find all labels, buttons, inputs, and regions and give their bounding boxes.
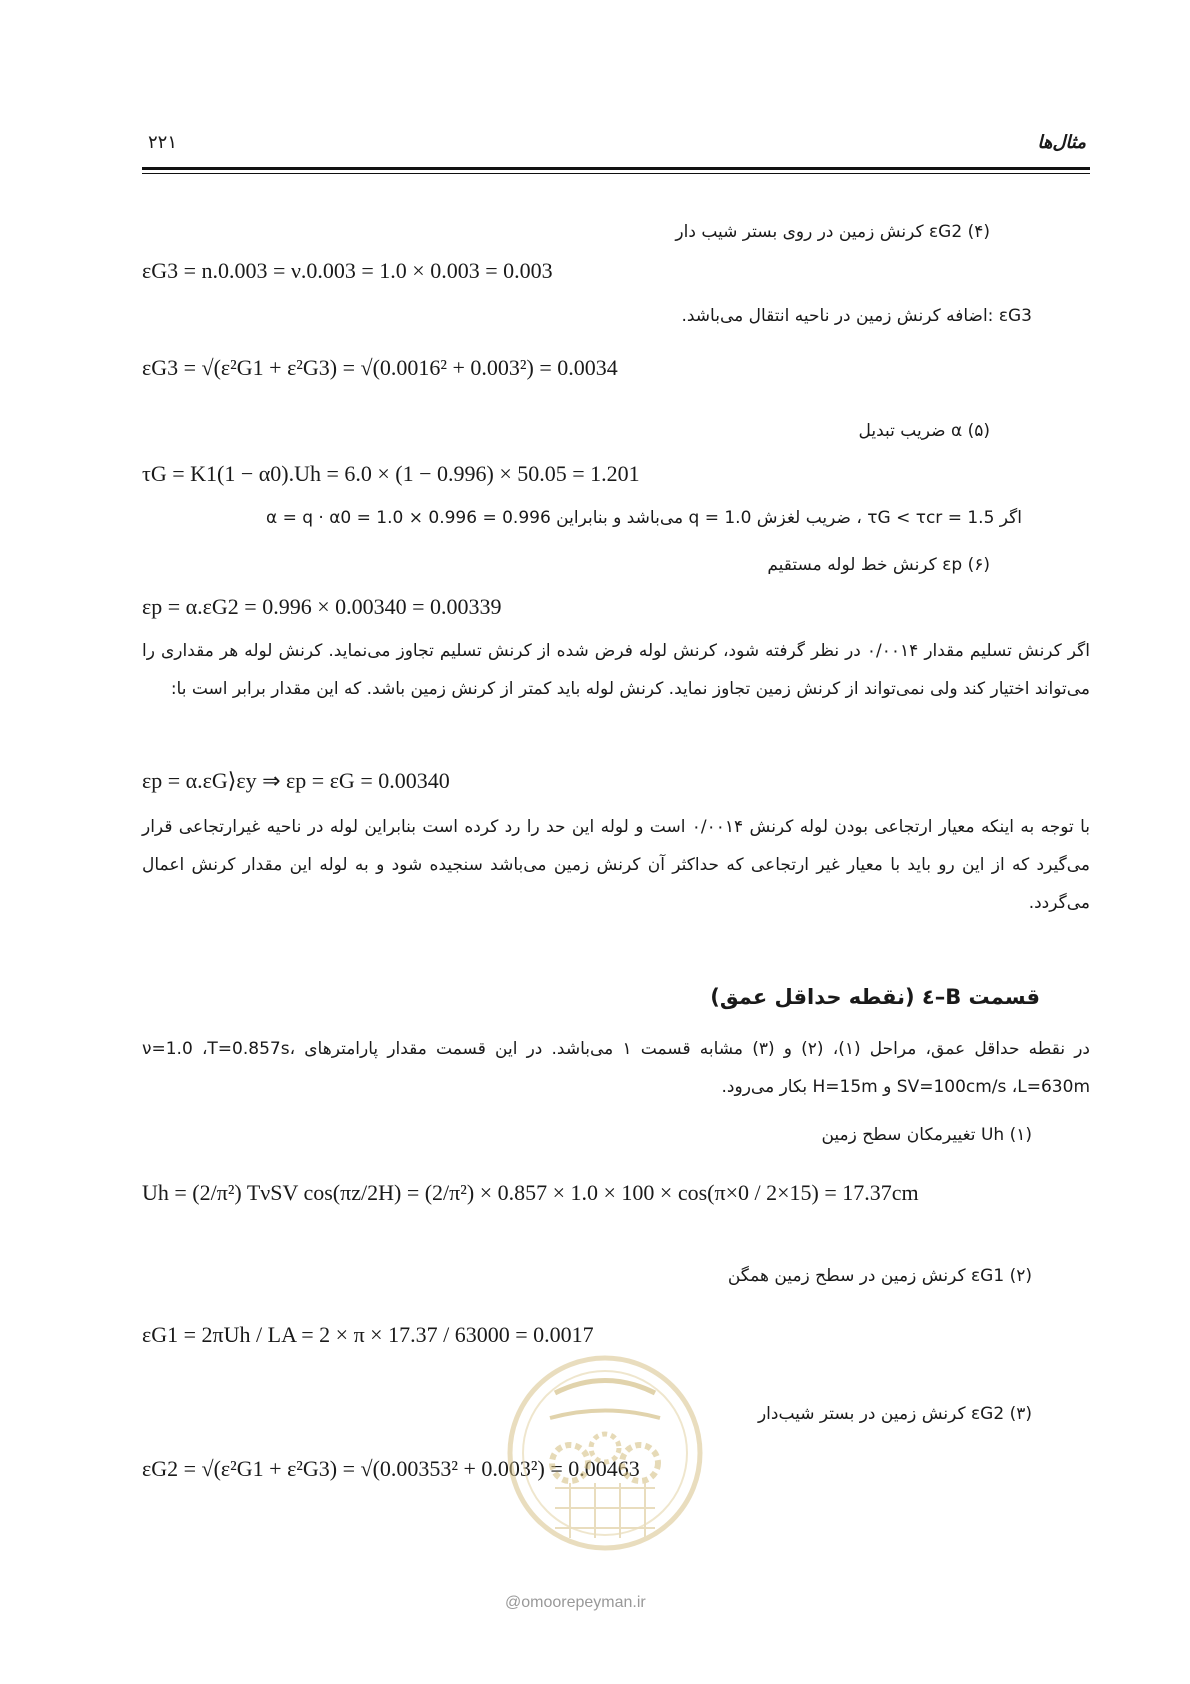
definition-eg3: εG3 :اضافه کرنش زمین در ناحیه انتقال می‌باشد.	[681, 306, 1032, 326]
eq2-text: εG3 = √(ε²G1 + ε²G3) = √(0.0016² + 0.003²) = 0.0034	[142, 355, 618, 380]
item-2-heading: (۲) εG1 کرنش زمین در سطح زمین همگن	[727, 1266, 1032, 1286]
equation-eg3-root	[142, 355, 618, 381]
item-1-heading: (۱) Uh تغییرمکان سطح زمین	[821, 1125, 1032, 1145]
paragraph-min-depth: در نقطه حداقل عمق، مراحل (۱)، (۲) و (۳) مشابه قسمت ۱ می‌باشد. در این قسمت مقدار پارامترهای ν=1.0 ،T=0.857s، SV=100cm/s ،L=630m و H=15m بکار می‌رود.	[142, 1039, 1090, 1097]
item-5-heading: (۵) α ضریب تبدیل	[858, 421, 990, 441]
equation-eg1	[142, 1322, 594, 1348]
eq7-text: εG1 = 2πUh / LA = 2 × π × 17.37 / 63000 = 0.0017	[142, 1322, 594, 1347]
eq3-text: τG = K1(1 − α0).Uh = 6.0 × (1 − 0.996) × 50.05 = 1.201	[142, 461, 640, 486]
eq6-text: Uh = (2/π²) TνSV cos(πz/2H) = (2/π²) × 0.857 × 1.0 × 100 × cos(π×0 / 2×15) = 17.37cm	[142, 1180, 919, 1205]
watermark-url: @omoorepeyman.ir	[505, 1594, 646, 1611]
eq1-text: εG3 = n.0.003 = ν.0.003 = 1.0 × 0.003 = 0.003	[142, 258, 553, 283]
header-rule-thick	[142, 167, 1090, 170]
eq8-text: εG2 = √(ε²G1 + ε²G3) = √(0.00353² + 0.003²) = 0.00463	[142, 1456, 640, 1481]
equation-tau-g	[142, 461, 640, 487]
equation-ep-result	[142, 768, 450, 794]
item-3-heading: (۳) εG2 کرنش زمین در بستر شیب‌دار	[757, 1404, 1032, 1424]
item-4-heading: (۴) εG2 کرنش زمین در روی بستر شیب دار	[675, 222, 990, 242]
condition-line: اگر τG < τcr = 1.5 ، ضریب لغزش q = 1.0 می‌باشد و بنابراین α = q · α0 = 1.0 × 0.996 = 0.996	[265, 508, 1022, 528]
watermark-logo	[500, 1348, 710, 1578]
section-heading-b4: قسمت B–٤ (نقطه حداقل عمق)	[710, 985, 1040, 1009]
equation-ep	[142, 594, 502, 620]
header-rule-thin	[142, 173, 1090, 174]
equation-uh	[142, 1180, 919, 1206]
page-number: ۲۲۱	[148, 132, 178, 153]
item-6-heading: (۶) εp کرنش خط لوله مستقیم	[767, 555, 990, 575]
paragraph-inelastic: با توجه به اینکه معیار ارتجاعی بودن لوله کرنش ۰/۰۰۱۴ است و لوله این حد را رد کرده است بنابراین لوله در ناحیه غیرارتجاعی قرار می‌گیرد که از این رو باید با معیار غیر ارتجاعی که حداکثر آن کرنش زمین می‌باشد سنجیده شود و به لوله این مقدار کرنش اعمال می‌گردد.	[142, 817, 1090, 913]
eq5-text: εp = α.εG⟩εy ⇒ εp = εG = 0.00340	[142, 768, 450, 793]
equation-eg3-simple	[142, 258, 553, 284]
paragraph-yield-strain: اگر کرنش تسلیم مقدار ۰/۰۰۱۴ در نظر گرفته شود، کرنش لوله فرض شده از کرنش تسلیم تجاوز می‌نماید. کرنش لوله هر مقداری را می‌تواند اختیار کند ولی نمی‌تواند از کرنش زمین تجاوز نماید. کرنش لوله باید کمتر از کرنش زمین باشد. که این مقدار برابر است با:	[142, 641, 1090, 699]
chapter-title: مثال‌ها	[1037, 132, 1086, 153]
eq4-text: εp = α.εG2 = 0.996 × 0.00340 = 0.00339	[142, 594, 502, 619]
